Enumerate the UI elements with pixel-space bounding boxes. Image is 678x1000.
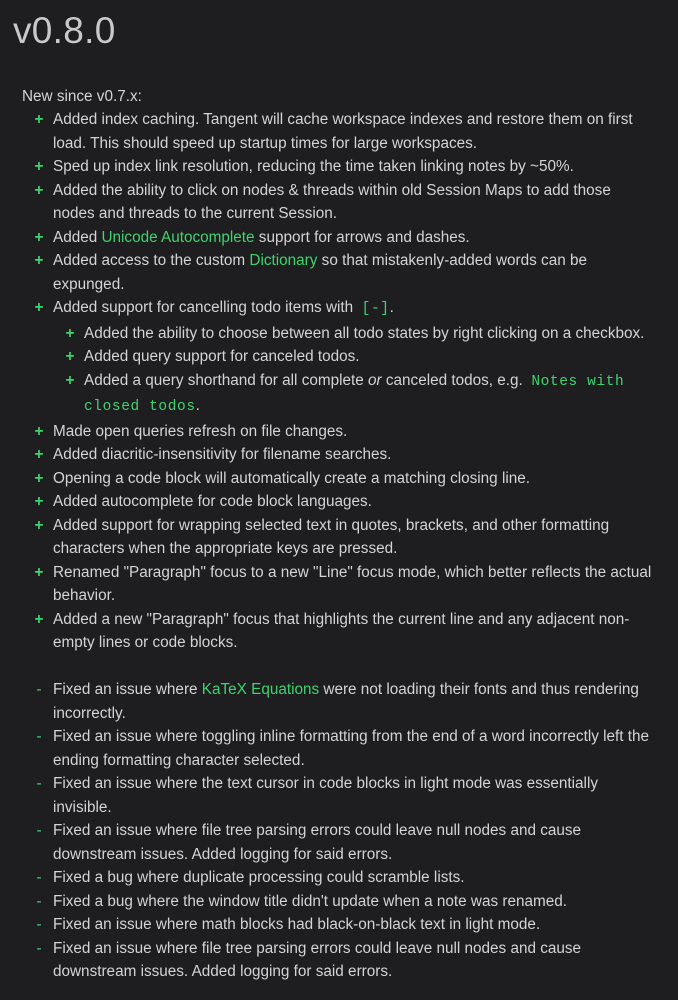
item-text: .: [195, 397, 200, 414]
minus-icon: -: [36, 939, 42, 957]
added-sub-item: [0, 322, 660, 346]
plus-icon: +: [34, 610, 44, 628]
item-text: Renamed "Paragraph" focus to a new "Line" focus mode, which better reflects the actual behavior.: [53, 563, 652, 604]
inline-code: Notes with closed todos: [84, 373, 625, 415]
item-text: Added support for cancelling todo items with: [53, 299, 358, 316]
item-text: Added access to the custom: [53, 252, 250, 269]
item-text: Opening a code block will automatically create a matching closing line.: [53, 469, 531, 487]
added-item: [0, 249, 660, 296]
item-text: Added query support for canceled todos.: [84, 348, 360, 365]
added-item: [0, 561, 660, 608]
plus-icon: +: [34, 446, 44, 463]
added-item: [0, 490, 660, 514]
plus-icon: +: [34, 299, 44, 316]
fixed-item: [0, 890, 660, 914]
minus-icon: -: [36, 822, 42, 839]
katex-equations-link[interactable]: KaTeX Equations: [201, 681, 320, 698]
plus-icon: +: [34, 181, 44, 199]
added-item: [0, 296, 660, 322]
dictionary-link[interactable]: Dictionary: [249, 252, 318, 269]
item-text: Added index caching. Tangent will cache workspace indexes and restore them on first load. This should speed up startup times for large workspaces.: [53, 111, 633, 152]
fixed-item: [0, 913, 660, 937]
fixed-item: [0, 678, 660, 725]
plus-icon: +: [34, 469, 44, 487]
item-text: Fixed a bug where the window title didn't update when a note was renamed.: [53, 892, 567, 910]
plus-icon: +: [34, 422, 44, 440]
minus-icon: -: [36, 681, 42, 698]
unicode-autocomplete-link[interactable]: Unicode Autocomplete: [101, 228, 255, 246]
section-spacer: [0, 655, 660, 679]
plus-icon: +: [34, 493, 44, 510]
item-text: Made open queries refresh on file changes.: [53, 422, 348, 440]
added-item: [0, 420, 660, 444]
item-text: Fixed an issue where file tree parsing errors could leave null nodes and cause downstream issues. Added logging for said errors.: [53, 939, 582, 980]
plus-icon: +: [65, 348, 75, 365]
item-text: Added a query shorthand for all complete: [84, 371, 369, 389]
item-text: were not loading their fonts and thus rendering incorrectly.: [53, 681, 639, 722]
plus-icon: +: [34, 516, 44, 534]
added-sub-item: [0, 369, 660, 420]
item-text: Added diacritic-insensitivity for filename searches.: [53, 446, 392, 463]
minus-icon: -: [36, 869, 42, 886]
item-text: Added: [53, 228, 102, 246]
item-text: Added the ability to choose between all todo states by right clicking on a checkbox.: [84, 324, 645, 342]
minus-icon: -: [36, 916, 42, 933]
item-text: .: [389, 299, 394, 316]
plus-icon: +: [34, 111, 44, 128]
added-item: [0, 155, 660, 179]
change-list: [0, 108, 660, 984]
item-text: Fixed an issue where: [53, 681, 202, 698]
plus-icon: +: [65, 371, 75, 389]
emphasis-text: or: [368, 371, 382, 389]
plus-icon: +: [34, 228, 44, 246]
plus-icon: +: [34, 563, 44, 581]
fixed-item: [0, 937, 660, 984]
plus-icon: +: [34, 158, 44, 175]
item-text: support for arrows and dashes.: [254, 228, 470, 246]
item-text: Added the ability to click on nodes & threads within old Session Maps to add those nodes and threads to the current Session.: [53, 181, 611, 222]
added-item: [0, 608, 660, 655]
item-text: Fixed an issue where math blocks had black-on-black text in light mode.: [53, 916, 541, 933]
inline-code: [-]: [361, 301, 390, 317]
item-text: Added autocomplete for code block languages.: [53, 493, 372, 510]
plus-icon: +: [34, 252, 44, 269]
plus-icon: +: [65, 324, 75, 342]
added-item: [0, 467, 660, 491]
item-text: Fixed a bug where duplicate processing could scramble lists.: [53, 869, 465, 886]
item-text: Fixed an issue where the text cursor in code blocks in light mode was essentially invisible.: [53, 775, 599, 816]
added-item: [0, 108, 660, 155]
minus-icon: -: [36, 892, 42, 910]
item-text: Sped up index link resolution, reducing the time taken linking notes by ~50%.: [53, 158, 574, 175]
item-text: so that mistakenly-added words can be expunged.: [53, 252, 587, 293]
fixed-item: [0, 772, 660, 819]
minus-icon: -: [36, 728, 42, 745]
item-text: Fixed an issue where toggling inline formatting from the end of a word incorrectly left the ending formatting character selected.: [53, 728, 650, 769]
added-item: [0, 179, 660, 226]
added-item: [0, 443, 660, 467]
added-item: [0, 226, 660, 250]
item-text: Added a new "Paragraph" focus that highlights the current line and any adjacent non-empty lines or code blocks.: [53, 610, 630, 651]
added-item: [0, 514, 660, 561]
fixed-item: [0, 866, 660, 890]
added-sub-item: [0, 345, 660, 369]
item-text: Fixed an issue where file tree parsing errors could leave null nodes and cause downstream issues. Added logging for said errors.: [53, 822, 582, 863]
minus-icon: -: [36, 775, 42, 792]
item-text: canceled todos, e.g.: [381, 371, 528, 389]
fixed-item: [0, 725, 660, 772]
version-title: v0.8.0: [13, 10, 116, 51]
intro-text: New since v0.7.x:: [22, 88, 142, 105]
fixed-item: [0, 819, 660, 866]
item-text: Added support for wrapping selected text in quotes, brackets, and other formatting characters when the appropriate keys are pressed.: [53, 516, 610, 557]
